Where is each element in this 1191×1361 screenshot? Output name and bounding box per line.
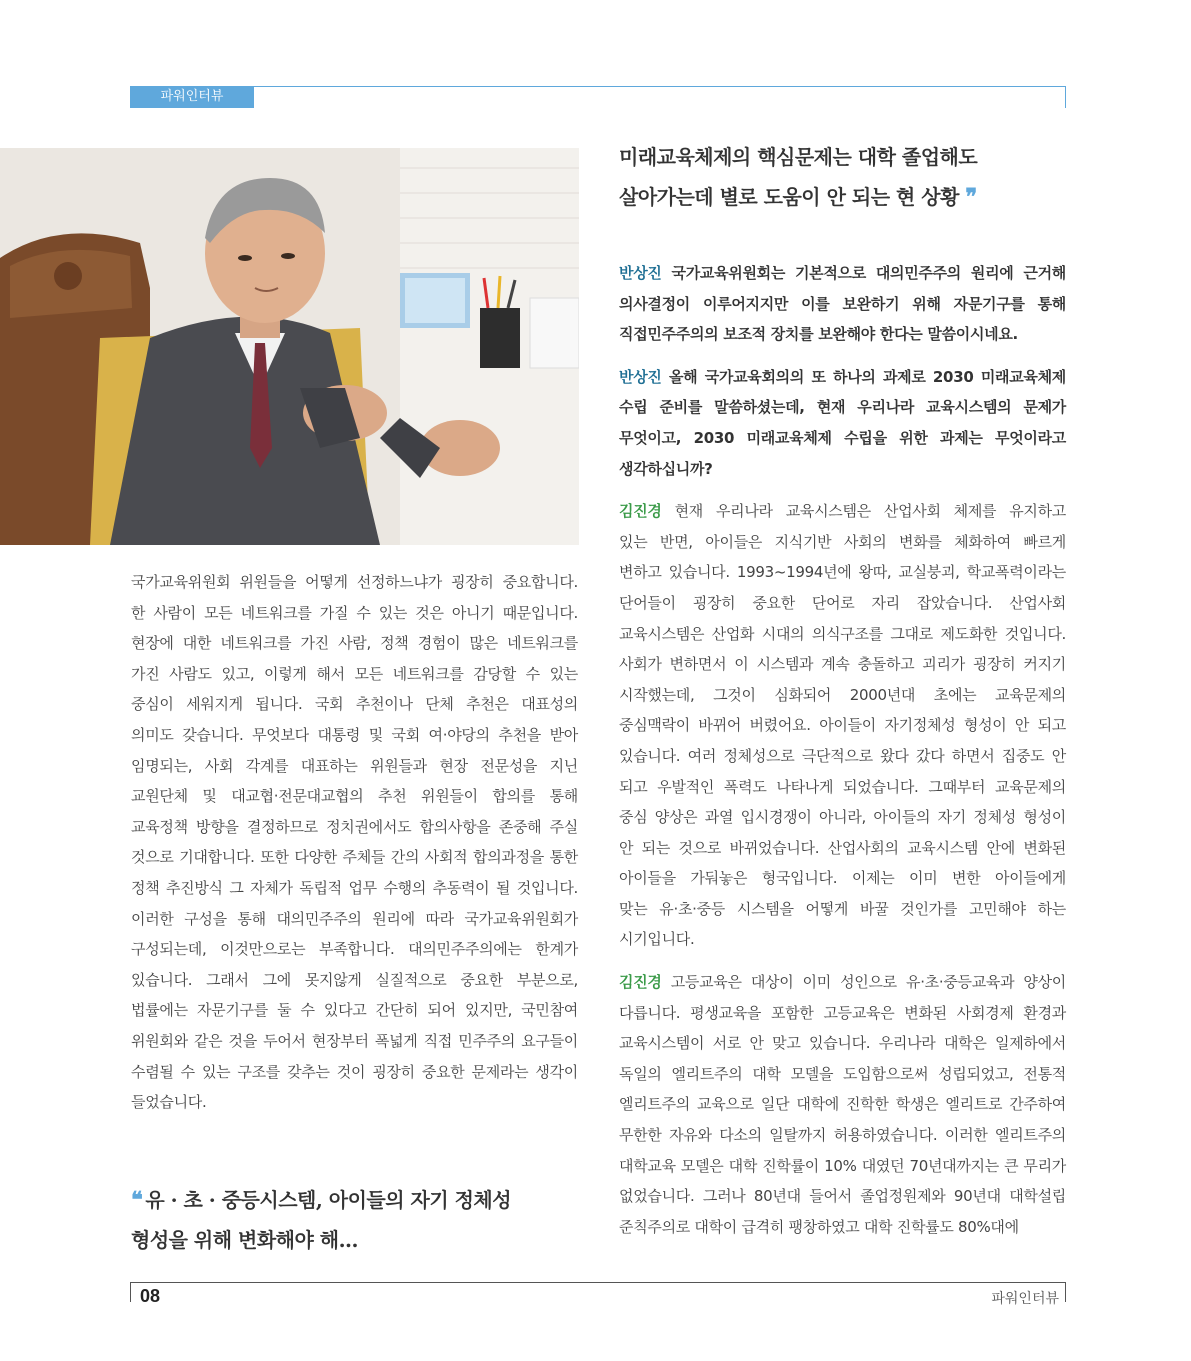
left-body-line: 의미도 갖습니다. 무엇보다 대통령 및 국회 여·야당의 추천을 받아 <box>131 725 578 744</box>
paragraph-line: 직접민주주의의 보조적 장치를 보완해야 한다는 말씀이시네요. <box>619 325 1018 344</box>
left-body-line: 들었습니다. <box>131 1093 207 1112</box>
speaker-interviewer: 반상진 <box>619 264 662 282</box>
footer-section-label: 파워인터뷰 <box>991 1291 1059 1307</box>
paragraph-line: 무엇이고, 2030 미래교육체제 수립을 위한 과제는 무엇이라고 <box>619 428 1066 447</box>
paragraph-line: 사회가 변하면서 이 시스템과 계속 충돌하고 괴리가 굉장히 커지기 <box>619 655 1066 674</box>
pull-quote-top-line2: 살아가는데 별로 도움이 안 되는 현 상황 <box>619 185 959 209</box>
interview-photo <box>0 148 579 545</box>
left-body-line: 정책 추진방식 그 자체가 독립적 업무 수행의 추동력이 될 것입니다. <box>131 878 578 897</box>
pull-quote-top-line1: 미래교육체제의 핵심문제는 대학 졸업해도 <box>619 145 978 169</box>
paragraph-line: 중심 양상은 과열 입시경쟁이 아니라, 아이들의 자기 정체성 형성이 <box>619 808 1066 827</box>
header-rule-tick <box>1065 86 1066 108</box>
speaker-interviewee: 김진경 <box>619 502 662 521</box>
answer-2 <box>619 967 1066 1242</box>
paragraph-line: 아이들을 가둬놓은 형국입니다. 이제는 이미 변한 아이들에게 <box>619 869 1066 888</box>
open-quote-icon: ❝ <box>131 1187 139 1213</box>
left-body-line: 이러한 구성을 통해 대의민주주의 원리에 따라 국가교육위원회가 <box>131 909 578 928</box>
speaker-interviewee: 김진경 <box>619 973 662 992</box>
left-body-line: 교원단체 및 대교협·전문대교협의 추천 위원들이 합의를 통해 <box>131 787 578 806</box>
paragraph-text: 현재 우리나라 교육시스템은 산업사회 체제를 유지하고 <box>661 502 1066 521</box>
paragraph-line: 교육시스템이 서로 안 맞고 있습니다. 우리나라 대학은 일제하에서 <box>619 1034 1066 1053</box>
question-1 <box>619 258 1066 350</box>
paragraph-text: 올해 국가교육회의의 또 하나의 과제로 2030 미래교육체제 <box>661 367 1066 386</box>
paragraph-line: 변하고 있습니다. 1993~1994년에 왕따, 교실붕괴, 학교폭력이라는 <box>619 563 1066 582</box>
footer-rule <box>130 1282 1066 1283</box>
left-body-line: 한 사람이 모든 네트워크를 가질 수 있는 것은 아니기 때문입니다. <box>131 603 578 622</box>
paragraph-text: 고등교육은 대상이 이미 성인으로 유·초·중등교육과 양상이 <box>661 973 1066 992</box>
paragraph-line: 시작했는데, 그것이 심화되어 2000년대 초에는 교육문제의 <box>619 685 1066 704</box>
left-body-line: 수렴될 수 있는 구조를 갖추는 것이 굉장히 중요한 문제라는 생각이 <box>131 1062 578 1081</box>
paragraph-line <box>619 496 1066 527</box>
left-body-line: 중심이 세워지게 됩니다. 국회 추천이나 단체 추천은 대표성의 <box>131 695 578 714</box>
paragraph-line: 없었습니다. 그러나 80년대 들어서 졸업정원제와 90년대 대학설립 <box>619 1187 1066 1206</box>
footer-rule-tick-left <box>130 1282 131 1302</box>
paragraph-line: 교육시스템은 산업화 시대의 의식구조를 그대로 제도화한 것입니다. <box>619 624 1066 643</box>
paragraph-line: 시기입니다. <box>619 930 695 949</box>
pull-quote-top <box>619 137 1069 217</box>
left-body-line: 임명되는, 사회 각계를 대표하는 위원들과 현장 전문성을 지닌 <box>131 756 578 775</box>
paragraph-line: 독일의 엘리트주의 대학 모델을 도입함으로써 성립되었고, 전통적 <box>619 1064 1066 1083</box>
paragraph-line: 의사결정이 이루어지지만 이를 보완하기 위해 자문기구를 통해 <box>619 294 1066 313</box>
pull-quote-bottom-line2: 형성을 위해 변화해야 해... <box>131 1228 358 1252</box>
paragraph-line <box>619 258 1066 289</box>
paragraph-line: 다릅니다. 평생교육을 포함한 고등교육은 변화된 사회경제 환경과 <box>619 1003 1066 1022</box>
paragraph-line: 준칙주의로 대학이 급격히 팽창하였고 대학 진학률도 80%대에 <box>619 1217 1019 1236</box>
page-number: 08 <box>140 1286 161 1306</box>
left-body-line: 있습니다. 그래서 그에 못지않게 실질적으로 중요한 부분으로, <box>131 970 578 989</box>
left-body-line: 구성되는데, 이것만으로는 부족합니다. 대의민주주의에는 한계가 <box>131 940 578 959</box>
paragraph-line: 생각하십니까? <box>619 459 713 478</box>
paragraph-line: 있는 반면, 아이들은 지식기반 사회의 변화를 체화하여 빠르게 <box>619 532 1066 551</box>
left-body-line: 법률에는 자문기구를 둘 수 있다고 간단히 되어 있지만, 국민참여 <box>131 1001 578 1020</box>
paragraph-line: 무한한 자유와 다소의 일탈까지 허용하였습니다. 이러한 엘리트주의 <box>619 1126 1066 1145</box>
right-column-interview <box>619 258 1066 1254</box>
paragraph-line: 대학교육 모델은 대학 진학률이 10% 대였던 70년대까지는 큰 무리가 <box>619 1156 1066 1175</box>
pull-quote-bottom-line1: 유 · 초 · 중등시스템, 아이들의 자기 정체성 <box>145 1188 512 1212</box>
left-body-text <box>131 567 578 1118</box>
header-rule <box>254 86 1065 87</box>
paragraph-line: 단어들이 굉장히 중요한 단어로 자리 잡았습니다. 산업사회 <box>619 593 1066 612</box>
left-body-line: 위원회와 같은 것을 두어서 현장부터 폭넓게 직접 민주주의 요구들이 <box>131 1031 578 1050</box>
paragraph-line <box>619 967 1066 998</box>
left-body-line: 국가교육위원회 위원들을 어떻게 선정하느냐가 굉장히 중요합니다. <box>131 573 578 591</box>
paragraph-line: 수립 준비를 말씀하셨는데, 현재 우리나라 교육시스템의 문제가 <box>619 398 1066 417</box>
left-body-line: 현장에 대한 네트워크를 가진 사람, 정책 경험이 많은 네트워크를 <box>131 634 578 653</box>
left-body-line: 것으로 기대합니다. 또한 다양한 주체들 간의 사회적 합의과정을 통한 <box>131 848 578 867</box>
left-body-line: 교육정책 방향을 결정하므로 정치권에서도 합의사항을 존중해 주실 <box>131 817 578 836</box>
paragraph-line: 안 되는 것으로 바뀌었습니다. 산업사회의 교육시스템 안에 변화된 <box>619 838 1066 857</box>
interview-photo-illustration <box>0 148 579 545</box>
left-body-line: 가진 사람도 있고, 이렇게 해서 모든 네트워크를 감당할 수 있는 <box>131 664 578 683</box>
paragraph-text: 국가교육위원회는 기본적으로 대의민주주의 원리에 근거해 <box>661 264 1066 282</box>
question-2 <box>619 362 1066 484</box>
paragraph-line: 엘리트주의 교육으로 일단 대학에 진학한 학생은 엘리트로 간주하여 <box>619 1095 1066 1114</box>
section-tag: 파워인터뷰 <box>130 86 254 108</box>
answer-1 <box>619 496 1066 955</box>
paragraph-line: 맞는 유·초·중등 시스템을 어떻게 바꿀 것인가를 고민해야 하는 <box>619 899 1066 918</box>
speaker-interviewer: 반상진 <box>619 367 662 386</box>
close-quote-icon: ❞ <box>965 184 974 210</box>
paragraph-line: 있습니다. 여러 정체성으로 극단적으로 왔다 갔다 하면서 집중도 안 <box>619 746 1066 765</box>
paragraph-line: 되고 우발적인 폭력도 나타나게 되었습니다. 그때부터 교육문제의 <box>619 777 1066 796</box>
pull-quote-bottom <box>131 1180 571 1260</box>
paragraph-line: 중심맥락이 바뀌어 버렸어요. 아이들이 자기정체성 형성이 안 되고 <box>619 716 1066 735</box>
footer-rule-tick-right <box>1065 1282 1066 1302</box>
paragraph-line <box>619 362 1066 393</box>
